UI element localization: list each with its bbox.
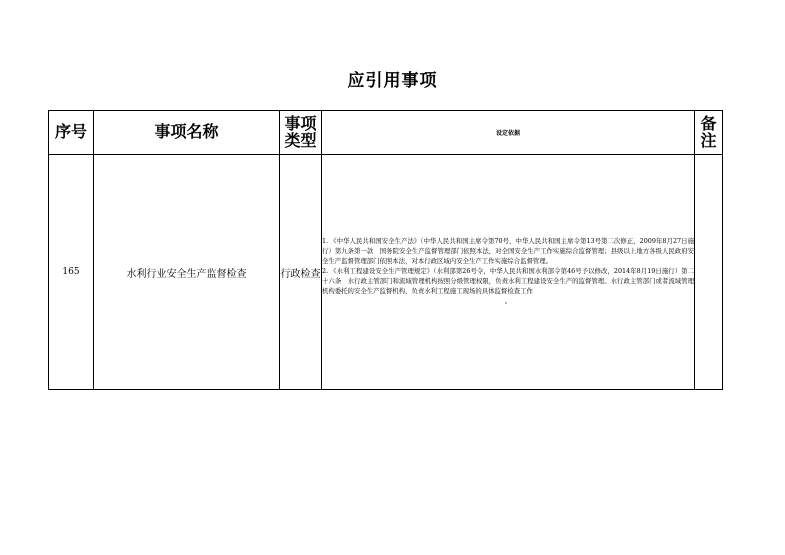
cell-item-type: 行政检查 [280,155,322,390]
basis-item-1: 1. 《中华人民共和国安全生产法》（中华人民共和国主席令第70号，中华人民共和国主席令第13号第二次修正，2009年8月27日施行）第九条第一款 国务院安全生产监督管理部门依照本法，对全国安全生产工作实施综合监督管理；县级以上地方各级人民政府安全生产监督管理部门依照本法，对本行政区域内安全生产工作实施综合监督管理。 [322,237,694,266]
header-basis: 设定依据 [322,111,695,155]
header-item-name: 事项名称 [94,111,280,155]
cell-remarks [695,155,723,390]
cell-seq: 165 [49,155,94,390]
header-remarks: 备注 [695,111,723,155]
header-seq: 序号 [49,111,94,155]
items-table [48,110,723,390]
basis-trailing-mark: 。 [504,296,512,305]
basis-item-2: 2. 《水利工程建设安全生产管理规定》（水利部第26号令，中华人民共和国水利部令第46号予以修改，2014年8月19日施行）第二十六条 水行政主管部门和流域管理机构按照分级管理权限，负责水利工程建设安全生产的监督管理。水行政主管部门或者流域管理机构委托的安全生产监督机构，负责水利工程施工现场的具体监督检查工作 [322,267,694,295]
header-item-type: 事项类型 [280,111,322,155]
cell-item-name: 水利行业安全生产监督检查 [94,155,280,390]
page-title: 应引用事项 [347,71,438,91]
cell-basis [322,155,695,390]
table-header-row [49,111,723,155]
table-row [49,155,723,390]
